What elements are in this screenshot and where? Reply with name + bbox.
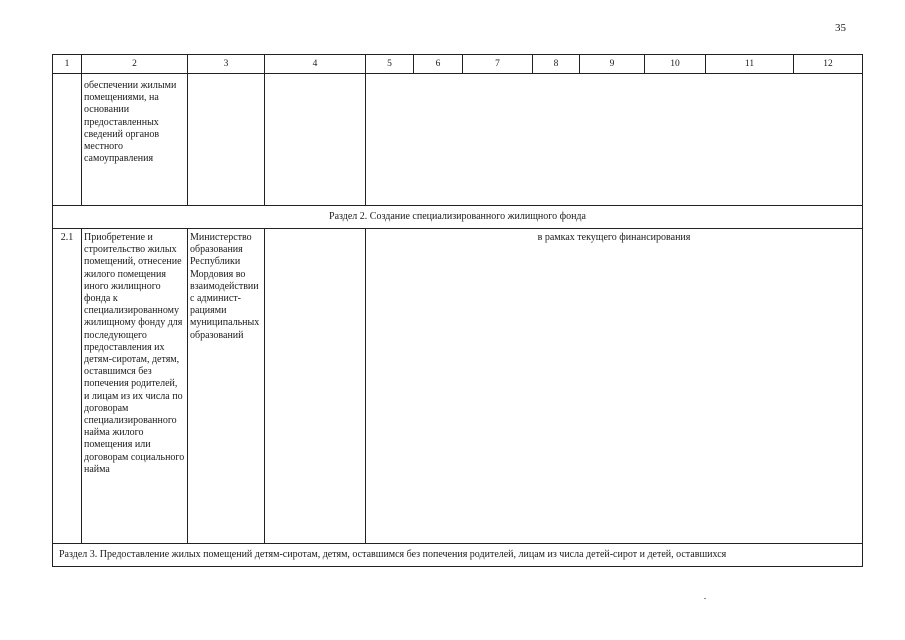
header-cell: 8: [533, 55, 580, 74]
page-number: 35: [835, 22, 846, 34]
row-number-cell: 2.1: [53, 229, 82, 544]
financing-cell: [366, 74, 863, 206]
measure-name-cell: Приобретение и строительство жилых помещений, отнесение жилого помещения иного жилищного фонда к специализированному жилищному фонду для последующего предоставления их детям-сиротам, детям, оставшимся без попечения родителей, и лицам из их числа по договорам специализированного найма жилого помещения или договорам социального найма: [82, 229, 188, 544]
table-cell: [265, 74, 366, 206]
table-row: [53, 229, 863, 544]
header-cell: 2: [82, 55, 188, 74]
program-table: [52, 54, 863, 567]
header-cell: 10: [645, 55, 706, 74]
header-cell: 9: [580, 55, 645, 74]
table-cell: [265, 229, 366, 544]
executor-cell: Министерство образования Республики Мордовия во взаимодействии с администрациями муниципальных образований: [188, 229, 265, 544]
row-number-cell: [53, 74, 82, 206]
section-2-title: Раздел 2. Создание специализированного жилищного фонда: [53, 206, 863, 229]
header-cell: 1: [53, 55, 82, 74]
header-cell: 12: [794, 55, 863, 74]
header-cell: 11: [706, 55, 794, 74]
scan-speck: [704, 598, 706, 599]
header-cell: 6: [414, 55, 463, 74]
section-row: [53, 206, 863, 229]
header-cell: 5: [366, 55, 414, 74]
executor-cell: [188, 74, 265, 206]
header-cell: 3: [188, 55, 265, 74]
header-cell: 4: [265, 55, 366, 74]
header-cell: 7: [463, 55, 533, 74]
header-row: [53, 55, 863, 74]
table-row: [53, 74, 863, 206]
section-row: [53, 544, 863, 567]
section-3-title: Раздел 3. Предоставление жилых помещений детям-сиротам, детям, оставшимся без попечения родителей, лицам из числа детей-сирот и детей, оставшихся: [53, 544, 863, 567]
financing-cell: в рамках текущего финансирования: [366, 229, 863, 544]
measure-name-cell: обеспечении жилыми помещениями, на основании предоставленных сведений органов местного самоуправления: [82, 74, 188, 206]
